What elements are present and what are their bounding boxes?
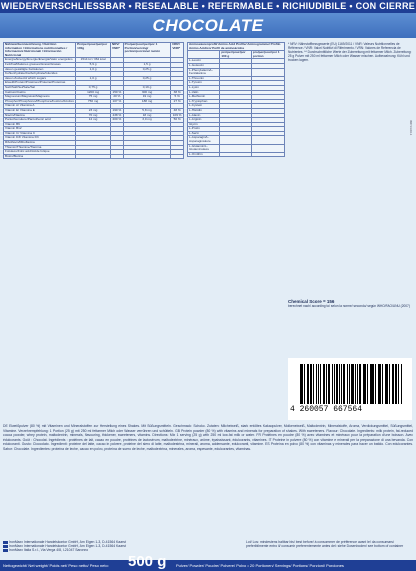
nutrition-cell: 5 %: [171, 95, 184, 100]
amino-cell: L-Phenylalanin/L-Fenilalanina: [188, 68, 220, 76]
nutrition-header: NRV/ VNR*: [111, 43, 124, 58]
nutrition-cell: Kohlenhydrate/Carbohydrate/Glucides: [4, 72, 76, 77]
nutrition-header: Pro/per/pour/per/por 1 Portion/serving/ portion/porzione/ ración: [123, 43, 171, 58]
lot-info: Lot/ Los: mindestens haltbar bis/ best before/ à consommer de préférence avant le/ da consumarsi preferibilmente entro il/ consumir preferentemente antes del: siehe Dosenboden/ see bottom of container: [246, 540, 404, 549]
nutrition-cell: 0,25 g: [123, 76, 171, 81]
barcode-bar: [380, 364, 381, 404]
nutrition-cell: 27 %: [171, 99, 184, 104]
amino-cell: L-Tyrosin: [188, 81, 220, 86]
amino-cell: L-Ornithin: [188, 152, 220, 157]
barcode-bar: [367, 364, 368, 404]
amino-cell: [220, 152, 252, 157]
barcode-bar: [389, 364, 390, 404]
nutrition-cell: 1,5 g: [123, 62, 171, 67]
ingredients-text: DE Eiweißpulver (80 %) mit Vitaminen und Mineralstoffen zur Herstellung eines Shakes. Mit Süßungsmitteln. Geschmack: Schoko. Zutaten: Milcheiweiß, stark entöltes Kakaopulver, Molkeneiweiß, Maltodextrin, Mineralstoffe, Aroma, Verdickungsmittel, Süßungsmittel, Vitamine. Verzehrempfehlung: 1 Portion (25 g) mit 250 ml fettarmer Milch oder Wasser verrühren und schütteln. GB Protein powder (80 %) with vitamins and minerals for preparation of shakes. With sweeteners. Flavour: Chocolate. Ingredients: milk protein, fat-reduced cocoa powder, whey protein, maltodextrin, minerals, flavouring, thickener, sweeteners, vitamins. Directions: Mix 1 serving (25 g) with 250 ml low-fat milk or water. FR Protéines en poudre (80 %) avec vitamines et minéraux pour la préparation d'une boisson. Avec édulcorants. Goût : Chocolat. Ingrédients : protéines de lait, cacao en poudre, protéines de lactosérum, maltodextrine, minéraux, arôme, épaississant, édulcorants, vitamines. IT Proteine in polvere (80 %) con vitamine e minerali per la preparazione di una bevanda. Con edulcoranti. Gusto: Cioccolato. Ingredienti: proteine del latte, cacao in polvere, proteine del siero di latte, maltodestrina, minerali, aroma, addensante, edulcoranti, vitamine. ES Proteína en polvo (80 %) con vitaminas y minerales para hacer un batido. Con edulcorantes. Sabor: Chocolate. Ingredientes: proteína de leche, cacao en polvo, proteína de suero de leche, maltodextrina, minerales, aroma, espesante, edulcorantes, vitaminas.: [3, 424, 413, 451]
amino-header-portion: pro/per/pour/por 1 portion: [251, 51, 284, 59]
amino-cell: [220, 68, 252, 76]
barcode-bar: [326, 364, 327, 404]
flag-icon: [3, 545, 8, 548]
nutrition-cell: 3,0 mg: [123, 118, 171, 123]
nutrition-cell: Riboflavin/Riboflavina: [4, 141, 76, 146]
nutrition-cell: Biotin/Biotina: [4, 154, 76, 159]
nutrition-cell: 300 mg: [123, 90, 171, 95]
flag-icon: [3, 541, 8, 544]
barcode-bar: [401, 364, 402, 404]
nutrition-cell: [171, 154, 184, 159]
nutrition-cell: davon gesättigte Fettsäuren: [4, 67, 76, 72]
nutrition-cell: 70 mg: [76, 113, 111, 118]
amino-cell: L-Lysin: [188, 85, 220, 90]
amino-acid-table: [187, 42, 285, 157]
barcode-bar: [341, 364, 342, 404]
nutrition-cell: 75 mg: [76, 95, 111, 100]
barcode-bar: [320, 364, 322, 404]
nutrition-cell: Vitamin B12: [4, 127, 76, 132]
nutrition-cell: Vitamin D3/ Vitamina D3: [4, 136, 76, 141]
nutrition-cell: Eiweiß/Protein/Protéines/Proteine/Proteínas: [4, 81, 76, 86]
nutrition-cell: [111, 154, 124, 159]
chemical-score-block: [288, 300, 412, 308]
barcode-bar: [351, 364, 354, 404]
barcode-number: 4 260057 667564: [290, 405, 363, 414]
net-weight: 500 g: [128, 553, 167, 570]
nutrition-cell: 18 mg: [123, 113, 171, 118]
nutrition-cell: 38 %: [171, 90, 184, 95]
nutrition-cell: Thiamin/Thiamine/Tiamina: [4, 145, 76, 150]
amino-cell: L-Histidin: [188, 108, 220, 113]
nutrition-cell: Niacin/Niacina: [4, 113, 76, 118]
amino-cell: L-Serin: [188, 131, 220, 136]
amino-cell: L-Threonin: [188, 76, 220, 81]
nutrition-cell: 0,19 g: [123, 85, 171, 90]
nutrition-cell: Salz/Salt/Sel/Sale/Sal: [4, 85, 76, 90]
footnotes: * NRV: Nährstoffbezugswerte (EU) 1169/2011 / VNR: Valeurs Nutritionnelles de Référence / VNR: Valori Nutritivi di Riferimento / VRN: Valores de Referencia de Nutrientes. ** Durchschnittliche Werte der Zubereitung mit fettarmer Milch. Zubereitung: 25 g Pulver mit 250 ml fettarmer Milch oder Wasser mischen. Aufbewahrung: Kühl und trocken lagern.: [288, 42, 412, 62]
nutrition-cell: Folsäure/Folic acid/Acide folique: [4, 150, 76, 155]
barcode-bar: [318, 364, 319, 404]
nutrition-cell: Fett/Fat/Matières grasses/Grassi/Grasas: [4, 62, 76, 67]
amino-cell: Glycin: [188, 122, 220, 127]
nutrition-cell: 50 %: [171, 118, 184, 123]
barcode-bar: [398, 364, 399, 404]
amino-cell: L-Prolin: [188, 127, 220, 132]
nutrition-cell: 750 mg: [76, 99, 111, 104]
amino-row: [188, 152, 285, 157]
nutrition-cell: Vitamin C/ Vitamina C: [4, 131, 76, 136]
barcode-bar: [304, 364, 305, 404]
nutrition-cell: 190 %: [112, 107, 122, 112]
nutrition-cell: Calcium/Calcio: [4, 90, 76, 95]
barcode: [288, 358, 412, 420]
nutrition-cell: 188 mg: [123, 99, 171, 104]
amino-cell: L-Cystein: [188, 104, 220, 109]
nutrition-cell: Energie/Energy/Énergie/Energia/Valor energético: [4, 58, 76, 63]
amino-cell: L-Tryptophan: [188, 99, 220, 104]
product-flavor-title: CHOCOLATE: [0, 13, 416, 38]
amino-cell: [220, 144, 252, 152]
barcode-bar: [357, 364, 358, 404]
barcode-bar: [359, 364, 361, 404]
nutrition-cell: [76, 154, 111, 159]
nutrition-cell: 0,25 g: [123, 67, 171, 72]
nutrition-cell: 1,0 g: [76, 67, 111, 72]
bottom-bar: [0, 553, 416, 571]
address-line: IronMaxx Internationale Handelskontor GmbH, Am Eigen 1-3, D-41564 Kaarst: [3, 544, 243, 548]
servings-text: Pulver/ Powder/ Poudre/ Polvere/ Polvo • 20 Portionen/ Servings/ Portions/ Porzioni/ Porciones: [176, 563, 344, 568]
nutrition-cell: 5,8 mg: [123, 108, 171, 113]
nutrition-cell: Vitamin E/ Vitamina E: [4, 108, 76, 113]
barcode-bar: [328, 364, 331, 404]
barcode-bar: [310, 364, 313, 404]
amino-cell: [251, 144, 284, 152]
nutrition-cell: 1514 kJ / 362 kcal: [76, 58, 111, 63]
nutrition-cell: 20 %: [111, 95, 124, 100]
amino-cell: L-Valin: [188, 90, 220, 95]
amino-cell: L-Leucin: [188, 59, 220, 64]
nutrition-table: [3, 42, 184, 159]
nutrition-cell: 12 mg: [76, 118, 111, 123]
nutrition-header: Nährwertkennzeichnung / Nutrition information / Informations nutritionnelles / Informazioni Nutrizionali / Información Nutricional: [4, 43, 76, 58]
amino-cell: L-Asparagin/L-Asparaginsäure: [188, 136, 220, 144]
barcode-bar: [343, 364, 345, 404]
amino-header-100g: pro/per/pour/por 100 g: [220, 51, 252, 59]
side-code: IMP14.09.1: [409, 120, 413, 136]
nutrition-cell: 1200 mg: [76, 90, 111, 95]
barcode-bar: [395, 364, 398, 404]
nutrition-cell: Pantothensäure/Pantothenic acid: [4, 118, 76, 123]
net-weight-label: Nettogewicht/ Net weight/ Poids net/ Peso netto/ Peso neto:: [3, 563, 109, 568]
nutrition-cell: Vitamin A/ Vitamina A: [4, 104, 76, 109]
amino-cell: L-Methionin: [188, 95, 220, 100]
nutrition-cell: 438 %: [112, 112, 122, 117]
amino-cell: [220, 136, 252, 144]
nutrition-cell: davon Zucker/of which sugars: [4, 76, 76, 81]
nutrition-cell: 150 %: [112, 89, 122, 94]
barcode-bar: [387, 364, 388, 404]
nutrition-cell: 200 %: [112, 117, 122, 122]
address-line: IronMaxx Italia S.r.l., Via Verga 4/8, I-21047 Saronno: [3, 548, 243, 552]
amino-header-row: [188, 51, 285, 59]
barcode-bar: [336, 364, 338, 404]
nutrition-cell: Magnesium/Magnésio/Magnesio: [4, 95, 76, 100]
amino-cell: L-Glutamin/L-Glutaminsäure: [188, 144, 220, 152]
nutrition-cell: 19 mg: [123, 95, 171, 100]
nutrition-cell: [123, 154, 171, 159]
barcode-bar: [371, 364, 374, 404]
amino-cell: L-Alanin: [188, 113, 220, 118]
barcode-bar: [382, 364, 383, 404]
resealable-banner: WIEDERVERSCHLIESSBAR • RESEALABLE • REFERMABLE • RICHIUDIBILE • CON CIERRE: [0, 1, 416, 11]
amino-cell: L-Isoleucin: [188, 63, 220, 68]
nutrition-cell: 5,9 g: [76, 62, 111, 67]
nutrition-cell: 23 mg: [76, 108, 111, 113]
barcode-bars: [300, 364, 408, 404]
barcode-bar: [349, 364, 350, 404]
amino-cell: L-Arginin: [188, 118, 220, 123]
nutrition-cell: 0,75 g: [76, 85, 111, 90]
nutrition-body: [4, 58, 184, 159]
amino-cell: [251, 68, 284, 76]
amino-title: Aminosäurenprofil/ Amino Acid Profile/ Aminogramme/ Profilo Amino Acidico/ Perfil de aminoácidos: [188, 43, 285, 51]
nutrition-cell: Phosphor/Phosphorus/Phosphore/Fosforo/Fósforo: [5, 98, 75, 103]
chemical-score-text: berechnet nach/ according to/ selon la norme/ secondo/ según WHO/FAO/UNU (2007): [288, 304, 410, 308]
amino-body: [188, 59, 285, 157]
addresses: [3, 540, 243, 553]
nutrition-cell: 107 %: [112, 98, 122, 103]
address-line: IronMaxx Internationale Handelskontor GmbH, Am Eigen 1-3, D-41564 Kaarst: [3, 540, 243, 544]
nutrition-cell: 109 %: [172, 112, 182, 117]
amino-row: [188, 136, 285, 144]
nutrition-header-row: [4, 43, 184, 58]
nutrition-row: [4, 154, 184, 159]
nutrition-cell: 48 %: [171, 108, 184, 113]
barcode-bar: [364, 364, 366, 404]
flag-icon: [3, 549, 8, 552]
nutrition-header: Pro/per/pour/per/por 100g: [76, 43, 111, 58]
nutrition-cell: Vitamin B6: [4, 122, 76, 127]
chemical-score-label: Chemical Score = 156: [288, 299, 335, 304]
amino-cell: [251, 136, 284, 144]
barcode-bar: [334, 364, 335, 404]
barcode-bar: [375, 364, 376, 404]
nutrition-header: NRV/ VNR*: [171, 43, 184, 58]
barcode-bar: [313, 364, 314, 404]
nutrition-cell: 1,0 g: [76, 76, 111, 81]
amino-cell: [251, 152, 284, 157]
barcode-bar: [302, 364, 303, 404]
